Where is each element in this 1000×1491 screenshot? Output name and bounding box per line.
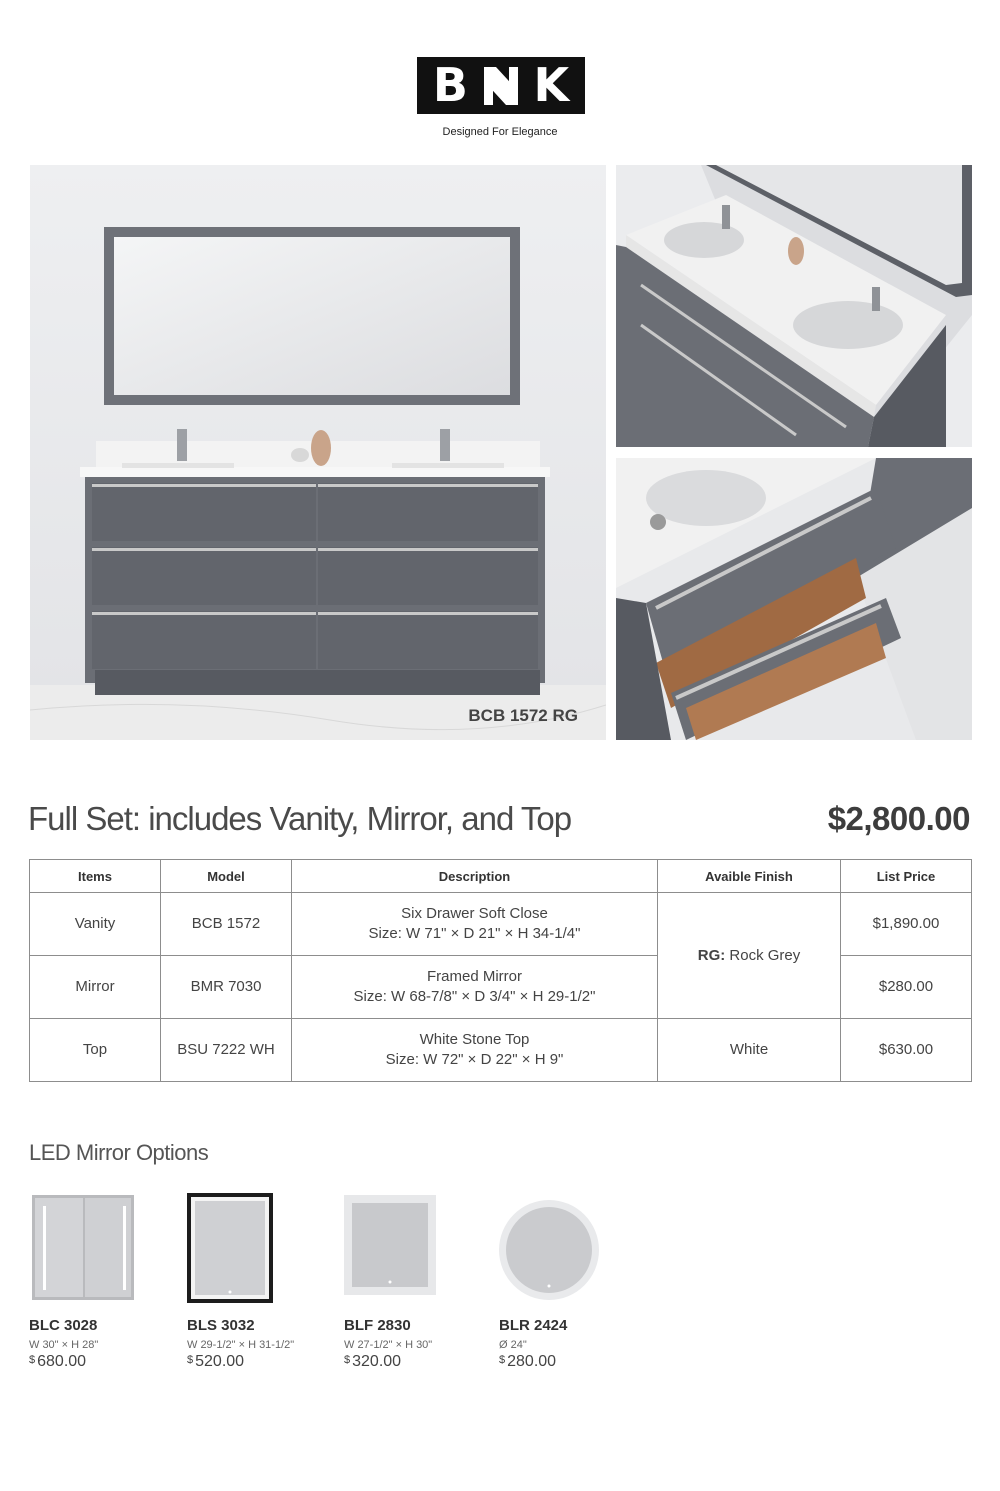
header-finish: Avaible Finish <box>658 860 841 893</box>
currency-symbol: $ <box>29 1354 36 1366</box>
cell-model: BMR 7030 <box>161 956 292 1019</box>
led-options-title: LED Mirror Options <box>29 1140 209 1165</box>
led-option-bls3032 <box>187 1190 337 1371</box>
header-list-price: List Price <box>841 860 972 893</box>
table-header-row <box>30 860 972 893</box>
black-frame-mirror-icon <box>187 1190 297 1305</box>
logo-letter-n <box>484 67 518 105</box>
led-price-value: 320.00 <box>352 1353 402 1370</box>
cell-item: Vanity <box>30 893 161 956</box>
vanity-drawer-detail-photo <box>616 458 972 740</box>
vanity-main-photo <box>30 165 606 740</box>
led-price <box>344 1353 494 1371</box>
medicine-cabinet-mirror-icon <box>29 1190 139 1305</box>
finish-name: Rock Grey <box>729 946 801 964</box>
cell-description <box>292 893 658 956</box>
cell-item: Top <box>30 1019 161 1082</box>
round-mirror-icon <box>499 1190 609 1305</box>
led-option-blf2830 <box>344 1190 494 1371</box>
table-row <box>30 1019 972 1082</box>
finish-code: RG: <box>697 946 726 964</box>
currency-symbol: $ <box>499 1354 506 1366</box>
logo-letter-k: K <box>533 58 570 112</box>
set-price: $2,800.00 <box>827 800 970 837</box>
description-size: Size: W 71" × D 21" × H 34-1/4" <box>368 925 581 942</box>
led-model: BLC 3028 <box>29 1317 98 1334</box>
led-price-value: 280.00 <box>507 1353 557 1370</box>
brand-tagline: Designed For Elegance <box>442 126 558 138</box>
currency-symbol: $ <box>187 1354 194 1366</box>
led-model: BLR 2424 <box>499 1317 568 1334</box>
led-price <box>29 1353 179 1371</box>
led-option-blr2424 <box>499 1190 649 1371</box>
logo-letter-b: B <box>432 58 468 112</box>
hero-model-label: BCB 1572 RG <box>468 706 578 725</box>
brand-logo <box>417 57 585 114</box>
set-headline: Full Set: includes Vanity, Mirror, and Top <box>28 800 572 837</box>
led-price-value: 680.00 <box>37 1353 87 1370</box>
cell-model: BCB 1572 <box>161 893 292 956</box>
led-price <box>187 1353 337 1371</box>
description-title: Six Drawer Soft Close <box>401 905 548 922</box>
spec-table <box>29 859 972 1082</box>
description-size: Size: W 72" × D 22" × H 9" <box>385 1051 564 1068</box>
led-model: BLF 2830 <box>344 1317 411 1334</box>
description-size: Size: W 68-7/8" × D 3/4" × H 29-1/2" <box>353 988 596 1005</box>
cell-price: $630.00 <box>841 1019 972 1082</box>
header-model: Model <box>161 860 292 893</box>
vanity-sink-detail-photo <box>616 165 972 447</box>
led-size: W 29-1/2" × H 31-1/2" <box>187 1339 295 1351</box>
description-title: White Stone Top <box>419 1031 530 1048</box>
cell-model: BSU 7222 WH <box>161 1019 292 1082</box>
header-items: Items <box>30 860 161 893</box>
header-description: Description <box>292 860 658 893</box>
cell-price: $1,890.00 <box>841 893 972 956</box>
led-size: Ø 24" <box>499 1339 527 1351</box>
cell-finish-shared <box>658 893 841 1019</box>
led-size: W 30" × H 28" <box>29 1339 99 1351</box>
cell-description <box>292 1019 658 1082</box>
led-option-blc3028 <box>29 1190 179 1371</box>
frosted-frame-mirror-icon <box>344 1190 454 1305</box>
description-title: Framed Mirror <box>426 968 522 985</box>
led-price-value: 520.00 <box>195 1353 245 1370</box>
currency-symbol: $ <box>344 1354 351 1366</box>
cell-price: $280.00 <box>841 956 972 1019</box>
cell-item: Mirror <box>30 956 161 1019</box>
led-model: BLS 3032 <box>187 1317 255 1334</box>
cell-finish: White <box>658 1019 841 1082</box>
led-size: W 27-1/2" × H 30" <box>344 1339 433 1351</box>
cell-description <box>292 956 658 1019</box>
led-price <box>499 1353 649 1371</box>
table-row <box>30 893 972 956</box>
